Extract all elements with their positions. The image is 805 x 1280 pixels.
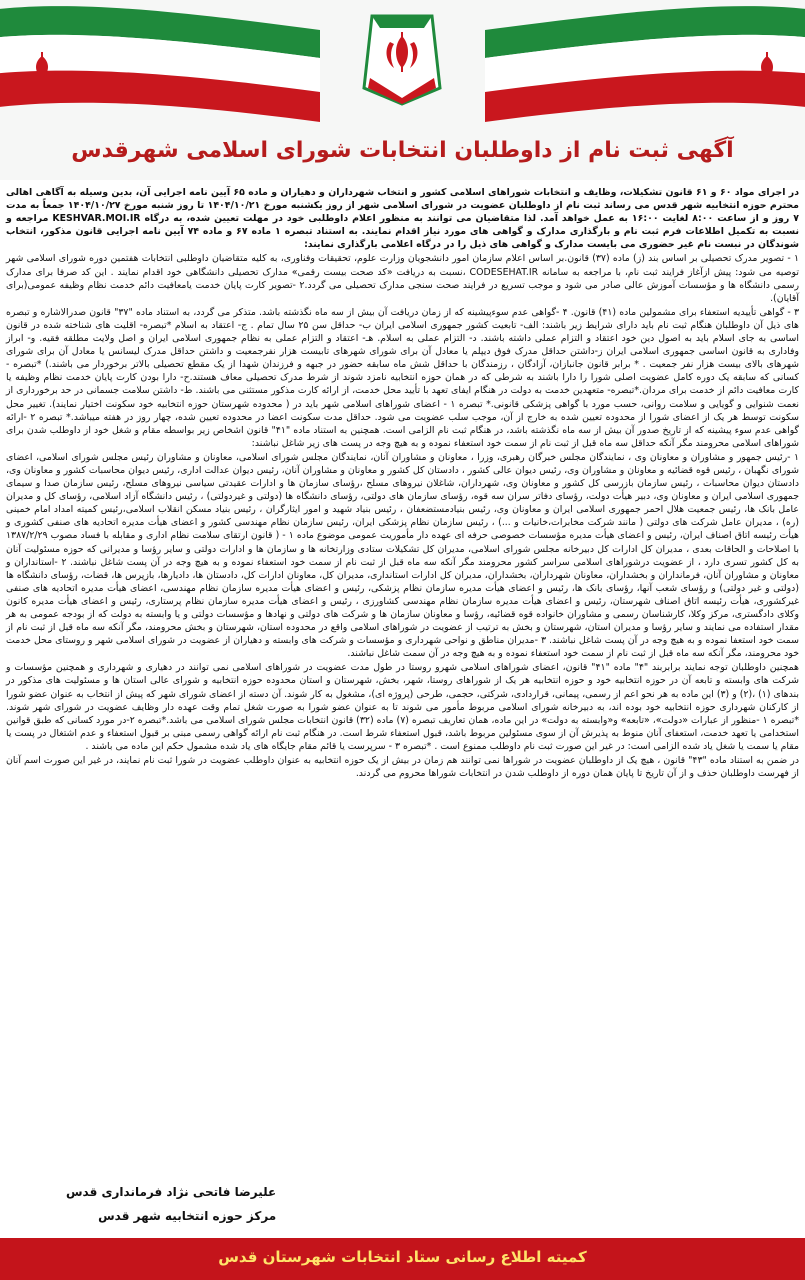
signature-name: علیرضا فاتحی نژاد فرمانداری قدس (66, 1185, 277, 1199)
documents-paragraph: ۱ - تصویر مدرک تحصیلی بر اساس بند (ز) ماده (۳۷) قانون.بر اساس اعلام سازمان امور دانشجویان وزارت علوم، تحقیقات وفناوری، به کلیه متقاضیان داوطلبی انتخابات هفتمین دوره شورای اسلامی شهر توصیه می شود: پیش ازآغاز فرایند ثبت نام، با مراجعه به سامانه CODESEHAT.IR ،نسبت به دریافت «کد صحت بیست رقمی» مدارک تحصیلی دانشگاهی خود اقدام نمایند . این کد صرفا برای مدارک رسمی دانشگاه ها و مؤسسات آموزش عالی صادر می شود و موجب تسریع در فرایند صحت سنجی مدارک تحصیلی می گردد.۲ -تصویر کارت پایان خدمت یامعافیت دائم خدمت نظام وظیفه عمومی(برای آقایان). (6, 253, 800, 304)
signature-block (66, 1180, 276, 1228)
intro-paragraph: در اجرای مواد ۶۰ و ۶۱ قانون تشکیلات، وظایف و انتخابات شوراهای اسلامی کشور و انتخاب شهرداران و دهیاران و ماده ۶۵ آیین نامه اجرایی آن، بدین وسیله به آگاهی اهالی محترم حوزه انتخابیه شهر قدس می رساند ثبت نام از داوطلبان عضویت در شورای اسلامی شهر از روز یکشنبه مورخ ۱۴۰۴/۱۰/۲۱ تا روز شنبه مورخ ۱۴۰۴/۱۰/۲۷ جمعاً به مدت ۷ روز و از ساعت ۸:۰۰ لغایت ۱۶:۰۰ به عمل خواهد آمد. لذا متقاضیان می توانند به منظور اعلام داوطلبی خود در مهلت تعیین شده، به درگاه KESHVAR.MOI.IR مراجعه و نسبت به تکمیل اطلاعات فرم ثبت نام و بارگذاری مدارک و گواهی های مورد نیاز اقدام نمایند. به استناد تبصره ۱ ماده ۶۷ و ماده ۷۴ آیین نامه اجرایی قانون مذکور، انتخاب شوندگان در نبست نام غیر حضوری می بایست مدارک و گواهی های ذیل را در درگاه اعلامی بارگذاری نمایند: (6, 187, 800, 251)
prohibited-positions-paragraph: ۱ -رئیس جمهور و مشاوران و معاونان وی ، نمایندگان مجلس خبرگان رهبری، وزرا ، معاونان و مشاوران آنان، نمایندگان مجلس شورای اسلامی، معاونان و مشاوران رئیس مجلس شورای اسلامی، اعضای شورای نگهبان ، رئیس قوه قضائیه و معاونان و مشاوران وی، رئیس دیوان عالی کشور ، دادستان کل کشور و معاونان و مشاوران آنان، رئیس دیوان عدالت اداری، رئیس دیوان محاسبات کشور و معاونان وی، دادستان دیوان محاسبات ، رئیس سازمان بازرسی کل کشور و معاونان وی، شهرداران، شاغلان نیروهای مسلح ،رؤسای سازمان ها و ادارات عقیدتی سیاسی نیروهای مسلح، رئیس سازمان صدا و سیمای جمهوری اسلامی ایران و معاونان وی، دبیر هیأت دولت، رؤسای دفاتر سران سه قوه، رؤسای سازمان های دولتی، رؤسای دانشگاه ها (دولتی و غیردولتی) ، رئیس دانشگاه آزاد اسلامی، رؤسای کل و مدیران عامل بانک ها، رئیس جمعیت هلال احمر جمهوری اسلامی ایران و معاونان وی، رئیس بنیادمستضعفان ، رئیس بنیاد شهید و امور ایثارگران ، رئیس بنیاد مسکن انقلاب اسلامی،رئیس کمیته امداد امام خمینی (ره) ، مدیران عامل شرکت های دولتی ( مانند شرکت مخابرات،خانیات و ...) ، رئیس سازمان نظام پزشکی ایران، رئیس سازمان نظام مهندسی کشور و اعضای هیأت مدیره اتحادیه های صنفی کشوری و هیأت رئیسه اتاق اصناف ایران، رئیس و اعضای هیأت مدیره مؤسسات خصوصی حرفه ای عهده دار مأموریت عمومی موضوع ماده ۱ - ( قانون ارتقای سلامت نظام اداری و مقابله با فساد مصوب ۱۳۸۷/۲/۲۹ با اصلاحات و الحاقات بعدی ، مدیران کل ادارات کل دبیرخانه مجلس شورای اسلامی، مدیران کل تشکیلات ستادی وزارتخانه ها و سازمان ها و ادارات دولتی و سایر رؤسا و مدیرانی که حوزه مسئولیت آنان به کل کشور تسری دارد ، از عضویت درشوراهای اسلامی سراسر کشور محرومند مگر آنکه سه ماه قبل از ثبت نام از سمت خود استعفاء نموده و به هیچ وجه در آن پست شاغل نباشند. ۲ -استانداران و معاونان و مشاوران آنان، فرمانداران و بخشداران، معاونان شهرداران، بخشداران، مدیران کل ادارات استانداری، مدیران کل، معاونان ادارات کل، دادستان ها، دادیارها، بازپرس ها، قضات، رؤسای دانشگاه ها (دولتی و غیر دولتی) و رؤسای شعب آنها، رؤسای بانک ها، رئیس و اعضای هیأت مدیره سازمان نظام پزشکی، رئیس و اعضای هیأت مدیره سازمان نظام مهندسی، اعضای هیأت مدیره اتحادیه های صنفی غیرکشوری، هیأت رئیسه اتاق اصناف شهرستان، رئیس و اعضای هیأت مدیره سازمان نظام مهندسی کشاورزی ، رئیس و اعضای هیأت مدیره سازمان نظام پرستاری، رئیس و اعضای هیأت مدیره کانون وکلای دادگستری، مرکز وکلا، کارشناسان رسمی و مشاوران خانواده قوه قضائیه، رؤسا و معاونان سازمان ها و شرکت های دولتی و نهادها و مؤسسات دولتی و یا وابسته به دولت که از بودجه عمومی به هر مقدار استفاده می نمایند و سایر رؤسا و مدیران استان، شهرستان و بخش به ترتیب از عضویت در شوراهای اسلامی واقع در محدوده استان، شهرستان و بخش محرومند، مگر آنکه سه ماه قبل از ثبت نام از سمت خود استعفا نموده و به هیچ وجه در آن پست شاغل نباشند. ۳ -مدیران مناطق و نواحی شهرداری و مؤسسات و شرکت های وابسته و دهیاران از عضویت در شورای اسلامی شهر و روستای محل خدمت خود محرومند، مگر آنکه سه ماه قبل از ثبت نام از سمت خود استعفاء نموده و به هیچ وجه در آن سمت شاغل نباشند. (6, 451, 799, 660)
header-banner (0, 0, 805, 180)
iran-flag-right-icon (485, 0, 805, 150)
signature-org: مرکز حوزه انتخابیه شهر قدس (98, 1209, 277, 1223)
footer-text: کمیته اطلاع رسانی ستاد انتخابات شهرستان قدس (218, 1248, 587, 1266)
iran-flag-left-icon (0, 0, 320, 150)
iran-emblem-icon (352, 8, 452, 108)
single-constituency-paragraph: در ضمن به استناد ماده "۴۳" قانون ، هیچ یک از داوطلبان عضویت در شوراها نمی توانند هم زمان در بیش از یک حوزه انتخابیه به عنوان داوطلب عضویت در شورا ثبت نام نمایند، در غیر این صورت اسم آنان از فهرست داوطلبان حذف و از آن تاریخ تا پایان همان دوره از داوطلب شدن در انتخابات شوراها محروم می گردند. (6, 755, 800, 780)
membership-restrictions-paragraph: همچنین داوطلبان توجه نمایند برابربند "۴" ماده "۴۱" قانون، اعضای شوراهای اسلامی شهرو روستا در طول مدت عضویت در شوراهای اسلامی نمی توانند در دهیاری و شهرداری و همچنین مؤسسات و شرکت های وابسته و تابعه آن در حوزه انتخابیه خود و حوزه انتخابیه هر یک از شوراهای روستا، شهر، بخش، شهرستان و استان محدوده حوزه انتخابیه و شورای عالی استان ها و مسئولیت های مذکور در بندهای (۱) ،(۲) و (۳) این ماده به هر نحو اعم از رسمی، پیمانی، قراردادی، شرکتی، حجمی، طرحی (پروژه ای)، مشغول به کار شوند. آن دسته از اعضای شورای شهر که پیش از انتخاب به عنوان عضو شورا از کارکنان شهرداری حوزه انتخابیه خود بوده اند، به دبیرخانه شورای اسلامی مربوط مأمور می شوند تا به عنوان عضو شورا به صورت شغل تمام وقت عهده دار وظایف عضویت در شورای شهر شوند. *تبصره ۱ -منظور از عبارات «دولت»، «تابعه» و«وابسته به دولت» در این ماده، همان تعاریف تبصره (۷) ماده (۳۲) قانون انتخابات مجلس شورای اسلامی می باشد.*تبصره ۲-در مورد کسانی که طبق قوانین استخدامی یا تعهد خدمت، استعفای آنان منوط به پذیرش آن از سوی مسئولین مربوط باشد، قبول استعفاء شرط است. در هنگام ثبت نام ارائه گواهی رسمی مبنی بر قبول استعفاء و عدم اشتغال در پست یا مقام یا سمت یا شغل یاد شده الزامی است: در غیر این صورت ثبت نام داوطلب ممنوع است . *تبصره ۳ - سرپرست یا قائم مقام جایگاه های یاد شده مشمول حکم این ماده می باشند . (6, 662, 800, 752)
footer-banner (0, 1238, 805, 1280)
conditions-paragraph: ۳ - گواهی تأییدیه استعفاء برای مشمولین ماده (۴۱) قانون. ۴ -گواهی عدم سوءپیشینه که از زمان دریافت آن بیش از سه ماه نگذشته باشد. متذکر می گردد، به استناد ماده "۳۷" قانون صدرالاشاره و تبصره های ذیل آن داوطلبان هنگام ثبت نام باید دارای شرایط زیر باشند: الف- تابعیت کشور جمهوری اسلامی ایران ب- حداقل سن ۲۵ سال تمام . ج- اعتقاد به اسلام *تبصره- اقلیت های شناخته شده در قانون اساسی به جای اسلام باید به اصول دین خود اعتقاد و التزام عملی داشته باشند. د- التزام عملی به اسلام. هـ- اعتقاد و التزام عملی به نظام جمهوری اسلامی ایران و اصل ولایت مطلقه فقیه. و- ابراز وفاداری به قانون اساسی جمهوری اسلامی ایران ز-داشتن حداقل مدرک فوق دیپلم یا معادل آن برای شورای شهرهای تابیست هزار نفرجمعیت و داشتن حداقل مدرک لیسانس یا معادل آن برای شورای شهرهای بالای بیست هزار نفر جمعیت . * برابر قانون جانبازان، آزادگان ، رزمندگان با حداقل شش ماه سابقه حضور در جبهه و فرزندان شهدا از یک مقطع تحصیلی بالاتر برخوردار می باشند.) *تبصره - کسانی که سابقه یک دوره کامل عضویت اصلی شورا را دارا باشند به شرطی که در همان حوزه انتخابیه نامزد شوند از شرط مدرک تحصیلی معاف هستند.ح- دارا بودن کارت پایان خدمت نظام وظیفه یا کارت معافیت دائم از خدمت برای مردان.*تبصره- متعهدین خدمت به دولت در هنگام ایفای تعهد با تأیید محل خدمت، از ارائه کارت مذکور مستثنی می باشند. ط- داشتن سلامت جسمانی در حد برخورداری از نعمت شنوایی و گویایی و سلامت روانی، حسب مورد با گواهی پزشکی قانونی.* تبصره ۱ - اعضای شوراهای اسلامی شهر باید در ( محدوده شهرستان حوزه انتخابیه خود سکونت اختیار نمایند). تغییر محل سکونت توسط هر یک از اعضای شورا از محدوده تعیین شده به خارج از آن، موجب سلب عضویت می شود. حداقل مدت سکونت اعضا در محدوده تعیین شده، چهار روز در هفته میباشد.* تبصره ۲ -ارائه گواهی عدم سوء پیشینه که از تاریخ صدور آن بیش از سه ماه نگذشته باشد، در هنگام ثبت نام الزامی است. همچنین به استناد ماده "۴۱" قانون اشخاص زیر بواسطه مقام و شغل خود از داوطلب شدن برای شوراهای اسلامی محرومند مگر آنکه حداقل سه ماه قبل از ثبت نام از سمت خود استعفاء نموده و به هیچ وجه در پست های زیر شاغل نباشند: (6, 306, 800, 449)
page-title: آگهی ثبت نام از داوطلبان انتخابات شورای اسلامی شهرقدس (71, 138, 734, 163)
announcement-body (6, 186, 799, 781)
